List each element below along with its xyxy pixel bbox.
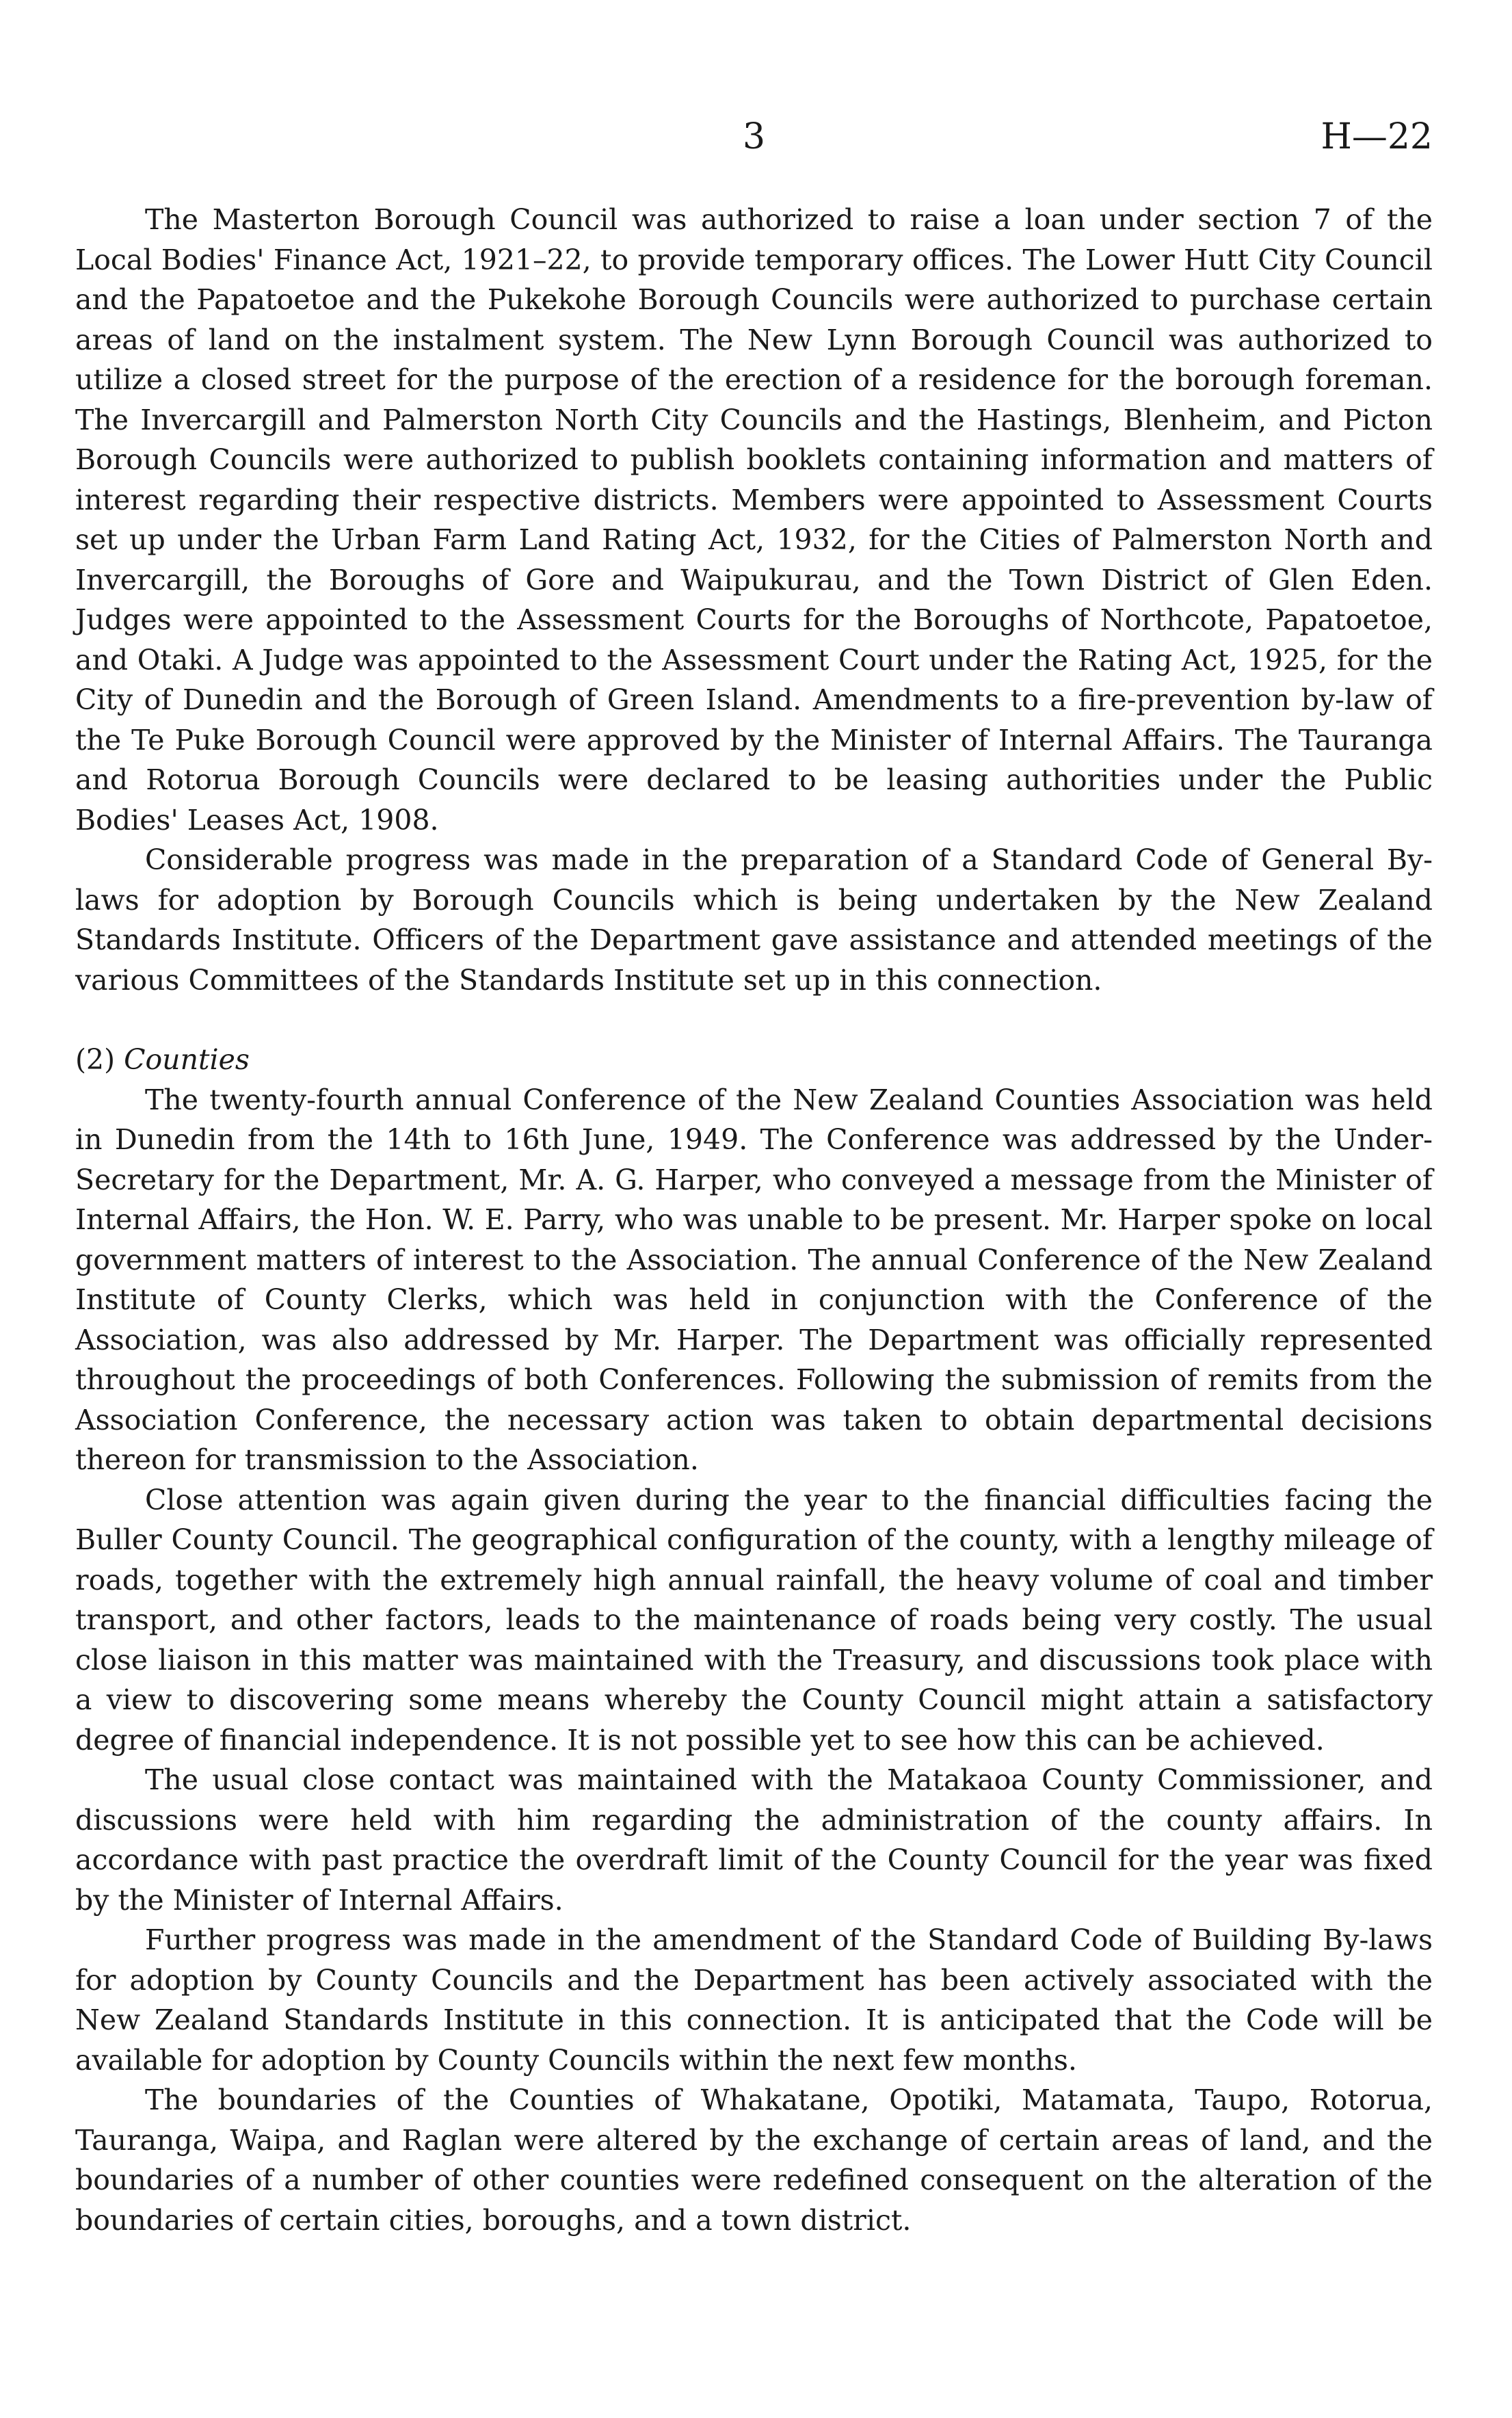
paragraph-buller-county: Close attention was again given during the year to the financial difficulties facing the Buller County Council. The geographical configuration of the county, with a lengthy mileage of roads, together with the extremely high annual rainfall, the heavy volume of coal and timber transport, and other factors, leads to the maintenance of roads being very costly. The usual close liaison in this matter was maintained with the Treasury, and discussions took place with a view to discovering some means whereby the County Council might attain a satisfactory degree of financial independence. It is not possible yet to see how this can be achieved. bbox=[75, 1483, 1433, 1757]
page-number: 3 bbox=[742, 116, 766, 157]
paragraph-matakaoa-county: The usual close contact was maintained with the Matakaoa County Commissioner, and discussions were held with him regarding the administration of the county affairs. In accordance with past practice the overdraft limit of the County Council for the year was fixed by the Minister of Internal Affairs. bbox=[75, 1763, 1433, 1917]
section-title: Counties bbox=[124, 1043, 250, 1076]
document-reference: H—22 bbox=[1321, 116, 1433, 157]
section-heading-counties bbox=[75, 1040, 1433, 1080]
section-number: (2) bbox=[75, 1043, 116, 1076]
paragraph-counties-conference: The twenty-fourth annual Conference of the New Zealand Counties Association was held in Dunedin from the 14th to 16th June, 1949. The Conference was addressed by the Under-Secretary for the Department, Mr. A. G. Harper, who conveyed a message from the Minister of Internal Affairs, the Hon. W. E. Parry, who was unable to be present. Mr. Harper spoke on local government matters of interest to the Association. The annual Conference of the New Zealand Institute of County Clerks, which was held in conjunction with the Conference of the Association, was also addressed by Mr. Harper. The Department was officially represented throughout the proceedings of both Conferences. Following the submission of remits from the Association Conference, the necessary action was taken to obtain departmental decisions thereon for transmission to the Association. bbox=[75, 1083, 1433, 1476]
paragraph-standard-code-bylaws: Considerable progress was made in the preparation of a Standard Code of General By-laws for adoption by Borough Councils which is being undertaken by the New Zealand Standards Institute. Officers of the Department gave assistance and attended meetings of the various Committees of the Standards Institute set up in this connection. bbox=[75, 843, 1433, 997]
paragraph-borough-authorizations: The Masterton Borough Council was authorized to raise a loan under section 7 of the Local Bodies' Finance Act, 1921–22, to provide temporary offices. The Lower Hutt City Council and the Papatoetoe and the Pukekohe Borough Councils were authorized to purchase certain areas of land on the instalment system. The New Lynn Borough Council was authorized to utilize a closed street for the purpose of the erection of a residence for the borough foreman. The Invercargill and Palmerston North City Councils and the Hastings, Blenheim, and Picton Borough Councils were authorized to publish booklets containing information and matters of interest regarding their respective districts. Members were appointed to Assessment Courts set up under the Urban Farm Land Rating Act, 1932, for the Cities of Palmerston North and Invercargill, the Boroughs of Gore and Waipukurau, and the Town District of Glen Eden. Judges were appointed to the Assessment Courts for the Boroughs of Northcote, Papatoetoe, and Otaki. A Judge was appointed to the Assessment Court under the Rating Act, 1925, for the City of Dunedin and the Borough of Green Island. Amendments to a fire-prevention by-law of the Te Puke Borough Council were approved by the Minister of Internal Affairs. The Tauranga and Rotorua Borough Councils were declared to be leasing authorities under the Public Bodies' Leases Act, 1908. bbox=[75, 203, 1433, 837]
paragraph-building-bylaws: Further progress was made in the amendment of the Standard Code of Building By-laws for adoption by County Councils and the Department has been actively associated with the New Zealand Standards Institute in this connection. It is anticipated that the Code will be available for adoption by County Councils within the next few months. bbox=[75, 1923, 1433, 2077]
paragraph-county-boundaries: The boundaries of the Counties of Whakatane, Opotiki, Matamata, Taupo, Rotorua, Tauranga, Waipa, and Raglan were altered by the exchange of certain areas of land, and the boundaries of a number of other counties were redefined consequent on the alteration of the boundaries of certain cities, boroughs, and a town district. bbox=[75, 2084, 1433, 2237]
page-header bbox=[75, 109, 1433, 164]
document-page bbox=[75, 109, 1433, 2240]
document-body bbox=[75, 200, 1433, 2240]
